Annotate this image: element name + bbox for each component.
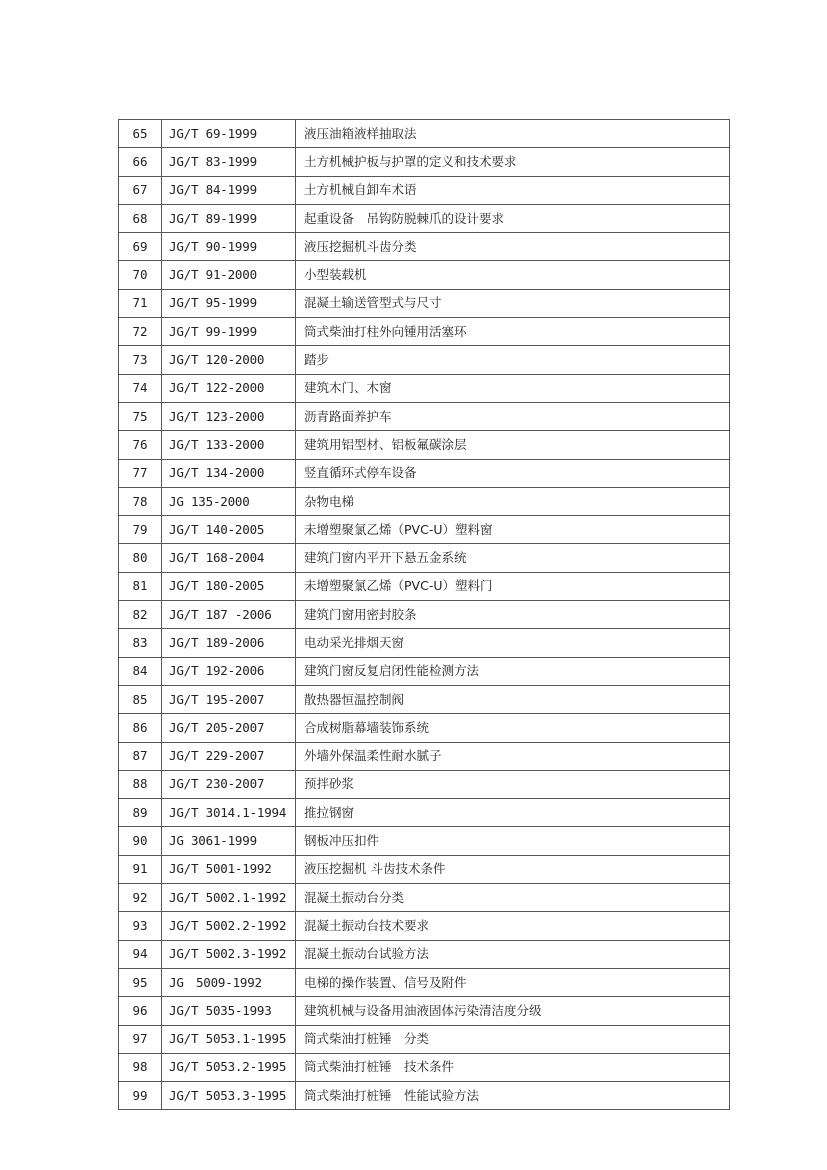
row-number: 76	[119, 431, 162, 459]
row-number: 89	[119, 799, 162, 827]
row-number: 90	[119, 827, 162, 855]
row-number: 77	[119, 459, 162, 487]
row-number: 96	[119, 997, 162, 1025]
table-row	[119, 997, 730, 1025]
row-number: 75	[119, 402, 162, 430]
standard-code: JG/T 91-2000	[162, 261, 296, 289]
table-row	[119, 714, 730, 742]
table-row	[119, 148, 730, 176]
row-number: 88	[119, 770, 162, 798]
row-number: 78	[119, 487, 162, 515]
standard-code: JG/T 134-2000	[162, 459, 296, 487]
standard-name: 建筑木门、木窗	[296, 374, 730, 402]
standard-code: JG/T 120-2000	[162, 346, 296, 374]
table-row	[119, 431, 730, 459]
row-number: 81	[119, 572, 162, 600]
row-number: 80	[119, 544, 162, 572]
standard-code: JG/T 187 -2006	[162, 601, 296, 629]
row-number: 65	[119, 120, 162, 148]
standard-code: JG/T 230-2007	[162, 770, 296, 798]
row-number: 83	[119, 629, 162, 657]
table-row	[119, 940, 730, 968]
standard-code: JG/T 5002.1-1992	[162, 884, 296, 912]
row-number: 95	[119, 968, 162, 996]
table-row	[119, 516, 730, 544]
standard-name: 建筑机械与设备用油液固体污染清洁度分级	[296, 997, 730, 1025]
standard-name: 土方机械护板与护罩的定义和技术要求	[296, 148, 730, 176]
row-number: 98	[119, 1053, 162, 1081]
row-number: 68	[119, 204, 162, 232]
row-number: 84	[119, 657, 162, 685]
standard-code: JG/T 189-2006	[162, 629, 296, 657]
table-row	[119, 318, 730, 346]
standard-code: JG/T 195-2007	[162, 685, 296, 713]
table-row	[119, 855, 730, 883]
table-row	[119, 1053, 730, 1081]
standard-code: JG/T 69-1999	[162, 120, 296, 148]
standard-name: 散热器恒温控制阀	[296, 685, 730, 713]
table-row	[119, 742, 730, 770]
standard-name: 沥青路面养护车	[296, 402, 730, 430]
standard-code: JG/T 123-2000	[162, 402, 296, 430]
standard-name: 液压挖掘机 斗齿技术条件	[296, 855, 730, 883]
row-number: 86	[119, 714, 162, 742]
standard-code: JG/T 95-1999	[162, 289, 296, 317]
table-row	[119, 601, 730, 629]
standard-code: JG/T 140-2005	[162, 516, 296, 544]
standards-table	[118, 119, 730, 1110]
row-number: 94	[119, 940, 162, 968]
row-number: 79	[119, 516, 162, 544]
row-number: 82	[119, 601, 162, 629]
table-row	[119, 459, 730, 487]
table-row	[119, 487, 730, 515]
standard-code: JG/T 192-2006	[162, 657, 296, 685]
standard-name: 混凝土振动台试验方法	[296, 940, 730, 968]
table-row	[119, 544, 730, 572]
row-number: 91	[119, 855, 162, 883]
standard-name: 建筑门窗用密封胶条	[296, 601, 730, 629]
standard-code: JG/T 5002.3-1992	[162, 940, 296, 968]
standard-code: JG/T 229-2007	[162, 742, 296, 770]
standard-name: 建筑门窗内平开下悬五金系统	[296, 544, 730, 572]
row-number: 99	[119, 1082, 162, 1110]
table-row	[119, 799, 730, 827]
standard-name: 液压挖掘机斗齿分类	[296, 233, 730, 261]
row-number: 72	[119, 318, 162, 346]
standard-name: 土方机械自卸车术语	[296, 176, 730, 204]
standard-name: 混凝土振动台技术要求	[296, 912, 730, 940]
table-row	[119, 204, 730, 232]
table-row	[119, 657, 730, 685]
standards-table-body	[119, 120, 730, 1110]
standard-code: JG/T 205-2007	[162, 714, 296, 742]
standard-code: JG/T 180-2005	[162, 572, 296, 600]
table-row	[119, 346, 730, 374]
standard-name: 起重设备 吊钩防脱棘爪的设计要求	[296, 204, 730, 232]
row-number: 97	[119, 1025, 162, 1053]
standard-name: 筒式柴油打桩锤 性能试验方法	[296, 1082, 730, 1110]
table-row	[119, 827, 730, 855]
standard-name: 钢板冲压扣件	[296, 827, 730, 855]
standard-name: 电梯的操作装置、信号及附件	[296, 968, 730, 996]
standard-code: JG/T 89-1999	[162, 204, 296, 232]
table-row	[119, 629, 730, 657]
standard-code: JG/T 5053.2-1995	[162, 1053, 296, 1081]
table-row	[119, 572, 730, 600]
standard-name: 杂物电梯	[296, 487, 730, 515]
standard-name: 合成树脂幕墙装饰系统	[296, 714, 730, 742]
standard-name: 液压油箱液样抽取法	[296, 120, 730, 148]
row-number: 73	[119, 346, 162, 374]
table-row	[119, 685, 730, 713]
table-row	[119, 770, 730, 798]
row-number: 87	[119, 742, 162, 770]
standard-name: 推拉钢窗	[296, 799, 730, 827]
standard-code: JG/T 5001-1992	[162, 855, 296, 883]
row-number: 70	[119, 261, 162, 289]
row-number: 66	[119, 148, 162, 176]
standard-code: JG 3061-1999	[162, 827, 296, 855]
table-row	[119, 1025, 730, 1053]
standard-code: JG/T 90-1999	[162, 233, 296, 261]
table-row	[119, 289, 730, 317]
standard-name: 筒式柴油打柱外向锺用活塞环	[296, 318, 730, 346]
standard-code: JG/T 5002.2-1992	[162, 912, 296, 940]
table-row	[119, 402, 730, 430]
table-row	[119, 176, 730, 204]
standard-name: 踏步	[296, 346, 730, 374]
table-row	[119, 968, 730, 996]
standard-name: 竖直循环式停车设备	[296, 459, 730, 487]
standard-code: JG/T 83-1999	[162, 148, 296, 176]
standard-code: JG 135-2000	[162, 487, 296, 515]
standard-name: 混凝土振动台分类	[296, 884, 730, 912]
standard-code: JG/T 3014.1-1994	[162, 799, 296, 827]
table-row	[119, 233, 730, 261]
standard-code: JG/T 168-2004	[162, 544, 296, 572]
standard-code: JG/T 5053.3-1995	[162, 1082, 296, 1110]
standard-name: 小型装载机	[296, 261, 730, 289]
table-row	[119, 120, 730, 148]
standard-code: JG/T 84-1999	[162, 176, 296, 204]
row-number: 85	[119, 685, 162, 713]
standard-code: JG/T 5035-1993	[162, 997, 296, 1025]
standard-code: JG/T 133-2000	[162, 431, 296, 459]
standard-name: 电动采光排烟天窗	[296, 629, 730, 657]
row-number: 92	[119, 884, 162, 912]
table-row	[119, 261, 730, 289]
table-row	[119, 374, 730, 402]
row-number: 69	[119, 233, 162, 261]
standard-name: 外墙外保温柔性耐水腻子	[296, 742, 730, 770]
table-row	[119, 912, 730, 940]
standard-name: 建筑门窗反复启闭性能检测方法	[296, 657, 730, 685]
row-number: 93	[119, 912, 162, 940]
standard-code: JG/T 122-2000	[162, 374, 296, 402]
standard-name: 建筑用铝型材、铝板氟碳涂层	[296, 431, 730, 459]
table-row	[119, 884, 730, 912]
table-row	[119, 1082, 730, 1110]
standard-name: 筒式柴油打桩锤 分类	[296, 1025, 730, 1053]
standard-name: 筒式柴油打桩锤 技术条件	[296, 1053, 730, 1081]
standard-code: JG/T 99-1999	[162, 318, 296, 346]
row-number: 74	[119, 374, 162, 402]
standard-name: 未增塑聚氯乙烯（PVC-U）塑料门	[296, 572, 730, 600]
row-number: 71	[119, 289, 162, 317]
standard-name: 未增塑聚氯乙烯（PVC-U）塑料窗	[296, 516, 730, 544]
standard-name: 混凝土输送管型式与尺寸	[296, 289, 730, 317]
standard-code: JG 5009-1992	[162, 968, 296, 996]
standard-code: JG/T 5053.1-1995	[162, 1025, 296, 1053]
row-number: 67	[119, 176, 162, 204]
standard-name: 预拌砂浆	[296, 770, 730, 798]
